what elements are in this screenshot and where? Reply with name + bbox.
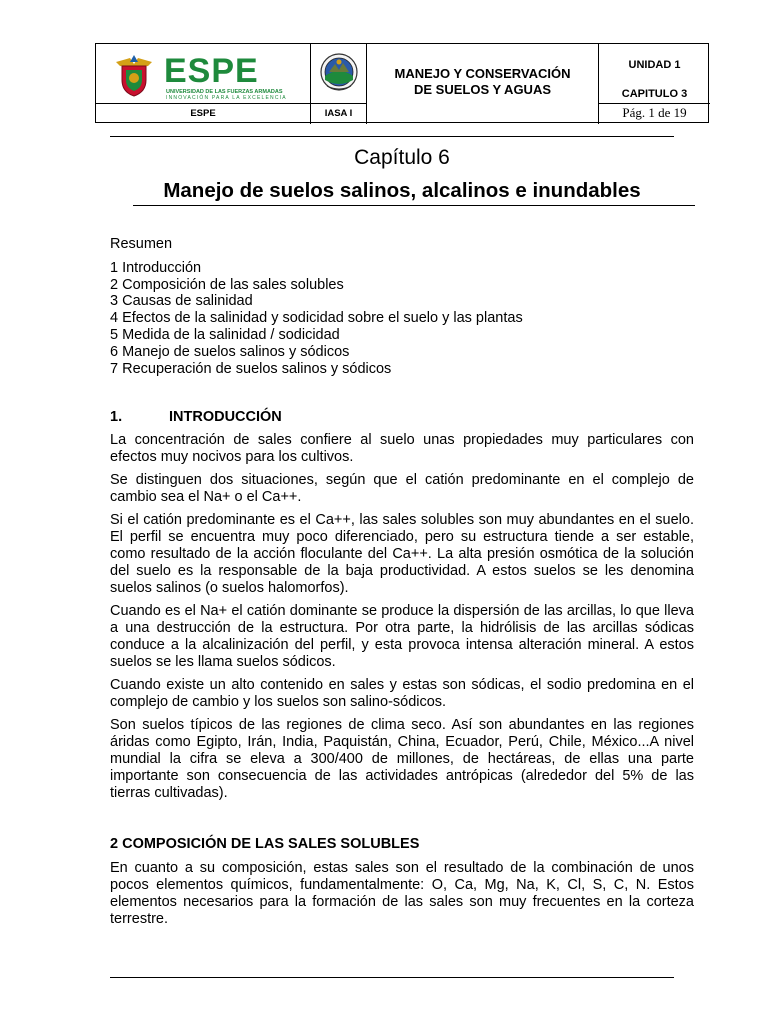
- espe-tagline: INNOVACIÓN PARA LA EXCELENCIA: [166, 95, 287, 101]
- paragraph: Se distinguen dos situaciones, según que el catión predominante en el complejo de cambio sea el Na+ o el Ca++.: [110, 472, 694, 505]
- page-number-cell: [599, 104, 710, 124]
- course-title-line2: DE SUELOS Y AGUAS: [413, 82, 551, 97]
- summary-item: 3 Causas de salinidad: [110, 293, 253, 310]
- summary-item: 5 Medida de la salinidad / sodicidad: [110, 326, 340, 343]
- campus-label: IASA I: [324, 108, 353, 119]
- paragraph: Si el catión predominante es el Ca++, las sales solubles son muy abundantes en el suelo. El perfil se encuentra muy poco diferenciado, pero su estructura tiende a ser estable, como resultado de la acción floculante del Ca++. La alta presión osmótica de la solución del suelo es la responsable de la baja productividad. A estos suelos se les denomina suelos salinos (o suelos halomorfos).: [110, 512, 694, 596]
- title-underline: [133, 205, 695, 206]
- espe-logo: [106, 52, 306, 101]
- paragraph: En cuanto a su composición, estas sales son el resultado de la combinación de unos pocos elementos químicos, fundamentalmente: O, Ca, Mg, Na, K, Cl, S, C, N. Estos elementos necesarios para la formación de las sales son muy frecuentes en la corteza terrestre.: [110, 860, 694, 927]
- course-title: [367, 66, 598, 98]
- footer-divider: [110, 977, 674, 978]
- paragraph: Son suelos típicos de las regiones de clima seco. Así son abundantes en las regiones áridas como Egipto, Irán, India, Paquistán, China, Ecuador, Perú, Chile, México...A nivel mundial la cifra se eleva a 300/400 de millones, de hectáreas, de ellas una parte importante son consecuencia de las actividades antrópicas (alrededor del 5% de las tierras cultivadas).: [110, 717, 694, 801]
- header-divider: [110, 136, 674, 137]
- summary-item: 1 Introducción: [110, 259, 202, 276]
- section-number: 1.: [110, 409, 123, 425]
- chapter-subtitle: Manejo de suelos salinos, alcalinos e inundables: [163, 179, 641, 202]
- unit-label: UNIDAD 1: [628, 59, 681, 71]
- section-heading: 2 COMPOSICIÓN DE LAS SALES SOLUBLES: [110, 836, 420, 852]
- page-number: Pág. 1 de 19: [622, 105, 687, 120]
- campus-cell: [311, 104, 367, 124]
- page-header-table: [95, 43, 709, 123]
- section-title: INTRODUCCIÓN: [169, 409, 282, 425]
- summary-heading: Resumen: [110, 236, 173, 252]
- section-heading: [110, 409, 694, 426]
- summary-item: 7 Recuperación de suelos salinos y sódicos: [110, 360, 392, 377]
- iasa-logo-cell: [311, 44, 367, 104]
- section-composition: [110, 836, 694, 928]
- espe-subtitle: UNIVERSIDAD DE LAS FUERZAS ARMADAS: [166, 89, 283, 95]
- espe-wordmark: ESPE: [164, 52, 259, 90]
- institution-cell: [96, 104, 311, 124]
- espe-crest-icon: [112, 54, 156, 98]
- paragraph: Cuando existe un alto contenido en sales y estas son sódicas, el sodio predomina en el complejo de cambio y los suelos son salino-sódicos.: [110, 677, 694, 710]
- course-title-line1: MANEJO Y CONSERVACIÓN: [394, 66, 571, 81]
- chapter-title: Capítulo 6: [354, 146, 450, 169]
- unit-cell: [599, 44, 710, 104]
- summary-item: 2 Composición de las sales solubles: [110, 276, 344, 293]
- institution-label: ESPE: [190, 108, 216, 119]
- chapter-label: CAPITULO 3: [621, 88, 688, 100]
- summary-item: 6 Manejo de suelos salinos y sódicos: [110, 343, 350, 360]
- paragraph: Cuando es el Na+ el catión dominante se produce la dispersión de las arcillas, lo que lleva a una destrucción de la estructura. Por otra parte, la hidrólisis de las arcillas sódicas conduce a la alcalinización del perfil, y esta provoca intensa alteración mineral. A estos suelos se les llama suelos sódicos.: [110, 603, 694, 670]
- section-intro: [110, 409, 694, 802]
- summary-item: 4 Efectos de la salinidad y sodicidad sobre el suelo y las plantas: [110, 310, 523, 327]
- summary-block: [110, 236, 694, 377]
- course-title-cell: [367, 44, 599, 124]
- espe-logo-cell: [96, 44, 311, 104]
- iasa-seal-icon: [319, 52, 359, 96]
- paragraph: La concentración de sales confiere al suelo unas propiedades muy particulares con efectos muy nocivos para los cultivos.: [110, 432, 694, 465]
